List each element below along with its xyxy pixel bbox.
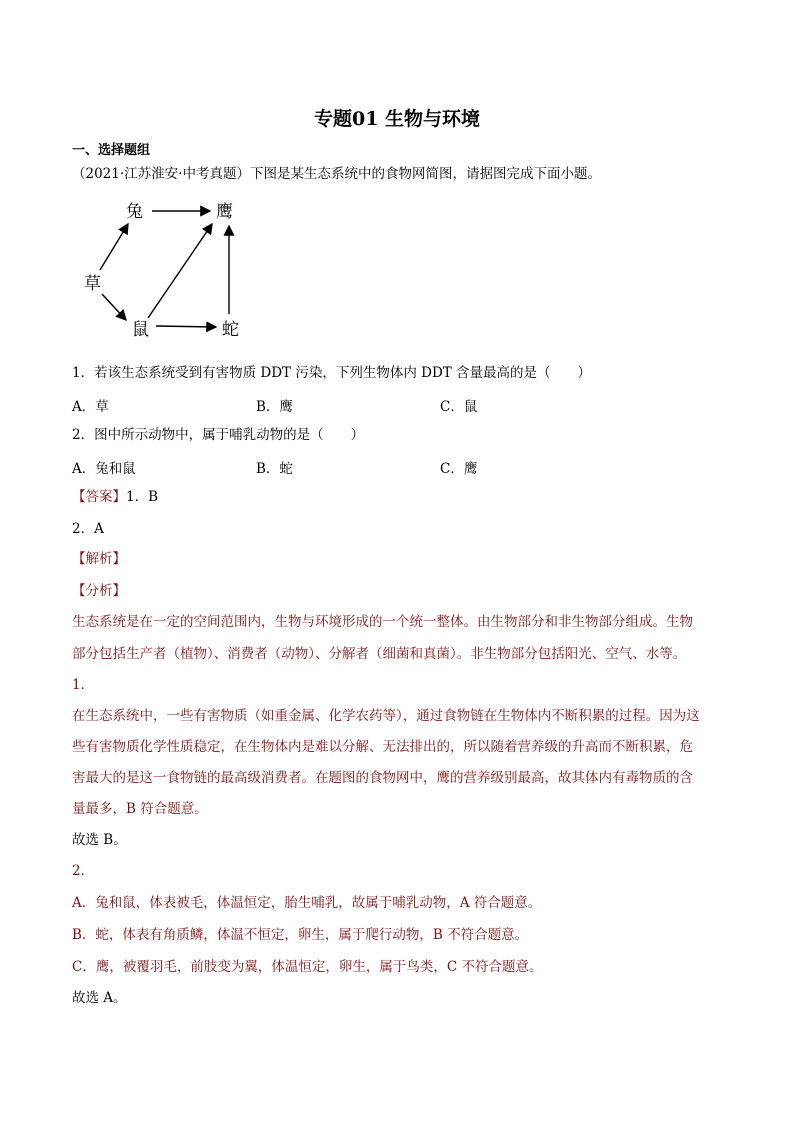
analysis-label: 【解析】	[72, 551, 126, 567]
explanation-2-line: A．兔和鼠，体表被毛，体温恒定，胎生哺乳，故属于哺乳动物，A 符合题意。	[72, 895, 542, 911]
question-1-stem: 1．若该生态系统受到有害物质 DDT 污染，下列生物体内 DDT 含量最高的是（ ）	[72, 365, 592, 381]
explanation-2-number: 2．	[72, 863, 95, 879]
explanation-2-line: C．鹰，被覆羽毛，前肢变为翼，体温恒定，卵生，属于鸟类，C 不符合题意。	[72, 959, 543, 975]
question-1-option-b: B．鹰	[256, 399, 293, 415]
explanation-1-line: 些有害物质化学性质稳定，在生物体内是难以分解、无法排出的，所以随着营养级的升高而不断积累，危	[72, 739, 693, 755]
explanation-1-line: 量最多，B 符合题意。	[72, 801, 208, 817]
node-snake: 蛇	[222, 320, 239, 340]
explanation-1-line: 害最大的是这一食物链的最高级消费者。在题图的食物网中，鹰的营养级别最高，故其体内有毒物质的含	[72, 770, 693, 786]
explanation-1-number: 1．	[72, 677, 95, 693]
section-heading: 一、选择题组	[72, 143, 151, 158]
answer-line	[72, 487, 158, 507]
question-2-option-a: A．兔和鼠	[72, 461, 136, 477]
food-web-diagram	[70, 190, 270, 350]
arrow-grass-rabbit	[100, 224, 128, 270]
fenxi-text-line: 生态系统是在一定的空间范围内，生物与环境形成的一个统一整体。由生物部分和非生物部分组成。生物	[72, 614, 693, 630]
select-2: 故选 A。	[72, 990, 127, 1006]
node-rabbit: 兔	[126, 202, 143, 222]
node-mouse: 鼠	[132, 320, 149, 340]
question-intro: （2021·江苏淮安·中考真题）下图是某生态系统中的食物网简图，请据图完成下面小题。	[72, 166, 601, 182]
explanation-1-line: 在生态系统中，一些有害物质（如重金属、化学农药等），通过食物链在生物体内不断积累的过程。因为这	[72, 708, 700, 724]
answer-1: 1．B	[126, 489, 159, 505]
select-1: 故选 B。	[72, 832, 127, 848]
explanation-2-line: B．蛇，体表有角质鳞，体温不恒定，卵生，属于爬行动物，B 不符合题意。	[72, 927, 529, 943]
fenxi-text-line: 部分包括生产者（植物）、消费者（动物）、分解者（细菌和真菌）。非生物部分包括阳光、空气、水等。	[72, 646, 687, 662]
question-1-option-a: A．草	[72, 399, 109, 415]
question-2-stem: 2．图中所示动物中，属于哺乳动物的是（ ）	[72, 427, 365, 443]
node-grass: 草	[84, 274, 101, 294]
fenxi-label: 【分析】	[72, 583, 126, 599]
answer-label: 【答案】	[72, 489, 126, 505]
arrow-mouse-eagle	[148, 224, 212, 318]
arrow-mouse-snake	[156, 326, 216, 327]
answer-2: 2．A	[72, 521, 104, 537]
question-1-option-c: C．鼠	[440, 399, 478, 415]
page-title: 专题01 生物与环境	[313, 108, 481, 130]
question-2-option-c: C．鹰	[440, 461, 478, 477]
node-eagle: 鹰	[216, 202, 233, 222]
arrow-grass-mouse	[102, 294, 126, 320]
question-2-option-b: B．蛇	[256, 461, 293, 477]
